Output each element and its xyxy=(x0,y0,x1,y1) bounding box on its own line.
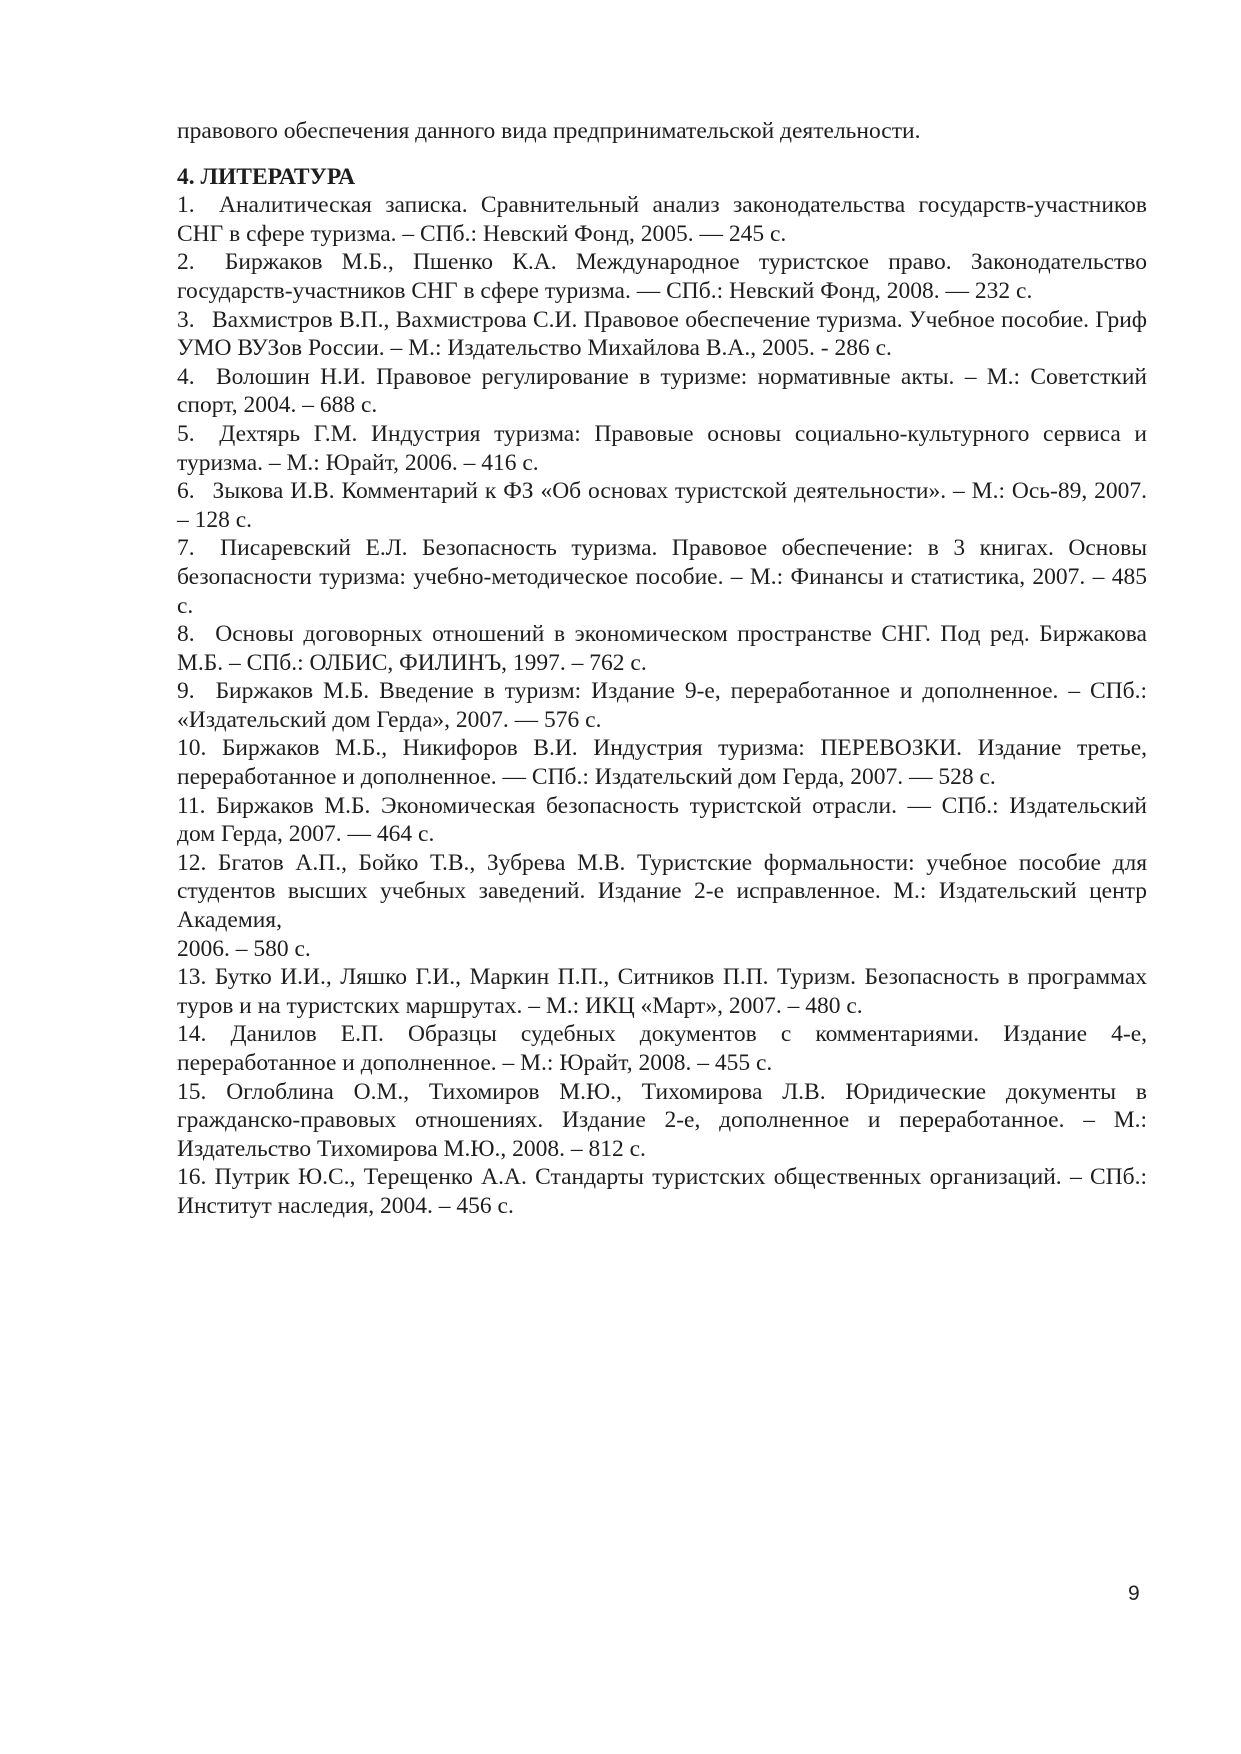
reference-text: Биржаков М.Б., Пшенко К.А. Международное туристское право. Законодательство государств-участников СНГ в сфере туризма. — СПб.: Невский Фонд, 2008. — 232 с. xyxy=(177,249,1147,304)
reference-number: 12. xyxy=(177,849,207,876)
reference-text: Зыкова И.В. Комментарий к ФЗ «Об основах туристской деятельности». – М.: Ось-89, 2007. – 128 с. xyxy=(177,478,1147,533)
reference-item xyxy=(177,420,1147,477)
reference-text: Вахмистров В.П., Вахмистрова С.И. Правовое обеспечение туризма. Учебное пособие. Гриф УМО ВУЗов России. – М.: Издательство Михайлова В.А., 2005. - 286 с. xyxy=(177,306,1148,362)
reference-number: 2. xyxy=(177,249,195,276)
reference-number: 7. xyxy=(177,535,195,562)
reference-item xyxy=(177,477,1147,534)
reference-number: 16. xyxy=(177,1164,207,1191)
reference-text: Оглоблина О.М., Тихомиров М.Ю., Тихомирова Л.В. Юридические документы в гражданско-правовых отношениях. Издание 2-е, дополненное и переработанное. – М.: Издательство Тихомирова М.Ю., 2008. – 812 с. xyxy=(177,1078,1148,1162)
reference-number: 5. xyxy=(177,420,195,447)
page-number: 9 xyxy=(1128,1582,1140,1605)
reference-number: 9. xyxy=(177,678,195,705)
reference-item xyxy=(177,620,1147,677)
reference-number: 4. xyxy=(177,363,195,390)
page-content xyxy=(177,117,1147,1221)
reference-text: Писаревский Е.Л. Безопасность туризма. Правовое обеспечение: в 3 книгах. Основы безопасности туризма: учебно-методическое пособие. – М.: Финансы и статистика, 2007. – 485 с. xyxy=(177,535,1148,619)
reference-text: Путрик Ю.С., Терещенко А.А. Стандарты туристских общественных организаций. – СПб.: Институт наследия, 2004. – 456 с. xyxy=(177,1164,1148,1219)
reference-item xyxy=(177,734,1147,791)
section-title: 4. ЛИТЕРАТУРА xyxy=(177,163,356,190)
reference-item xyxy=(177,1078,1147,1164)
reference-item xyxy=(177,792,1147,849)
reference-item xyxy=(177,191,1147,248)
reference-text: Биржаков М.Б. Введение в туризм: Издание 9-е, переработанное и дополненное. – СПб.: «Издательский дом Герда», 2007. — 576 с. xyxy=(177,678,1147,733)
reference-text: Аналитическая записка. Сравнительный анализ законодательства государств-участников СНГ в сфере туризма. – СПб.: Невский Фонд, 2005. — 245 с. xyxy=(177,192,1147,247)
reference-text: Бгатов А.П., Бойко Т.В., Зубрева М.В. Туристские формальности: учебное пособие для студентов высших учебных заведений. Издание 2-е исправленное. М.: Издательский центр Академия, xyxy=(177,849,1148,934)
reference-text: Данилов Е.П. Образцы судебных документов с комментариями. Издание 4-е, переработанное и дополненное. – М.: Юрайт, 2008. – 455 с. xyxy=(177,1021,1148,1076)
reference-number: 6. xyxy=(177,478,195,505)
reference-item xyxy=(177,363,1147,420)
reference-number: 14. xyxy=(177,1021,207,1048)
reference-item xyxy=(177,248,1147,305)
reference-text-continuation: 2006. – 580 с. xyxy=(177,935,311,962)
reference-number: 13. xyxy=(177,964,207,991)
reference-text: Дехтярь Г.М. Индустрия туризма: Правовые основы социально-культурного сервиса и туризма. – М.: Юрайт, 2006. – 416 с. xyxy=(177,420,1147,476)
reference-number: 11. xyxy=(177,792,206,819)
reference-item xyxy=(177,1163,1147,1220)
reference-list xyxy=(177,191,1147,1220)
reference-item xyxy=(177,677,1147,734)
reference-number: 8. xyxy=(177,621,195,648)
reference-item xyxy=(177,963,1147,1020)
reference-item xyxy=(177,306,1147,363)
reference-number: 15. xyxy=(177,1078,207,1105)
reference-text: Биржаков М.Б., Никифоров В.И. Индустрия туризма: ПЕРЕВОЗКИ. Издание третье, переработанное и дополненное. — СПб.: Издательский дом Герда, 2007. — 528 с. xyxy=(177,735,1147,791)
reference-text: Биржаков М.Б. Экономическая безопасность туристской отрасли. — СПб.: Издательский дом Герда, 2007. — 464 с. xyxy=(177,792,1147,848)
reference-text: Бутко И.И., Ляшко Г.И., Маркин П.П., Ситников П.П. Туризм. Безопасность в программах туров и на туристских маршрутах. – М.: ИКЦ «Март», 2007. – 480 с. xyxy=(177,964,1148,1019)
reference-item xyxy=(177,1020,1147,1077)
reference-text: Волошин Н.И. Правовое регулирование в туризме: нормативные акты. – М.: Советсткий спорт, 2004. – 688 с. xyxy=(177,363,1147,419)
reference-item xyxy=(177,534,1147,620)
reference-number: 3. xyxy=(177,306,195,333)
reference-item xyxy=(177,849,1147,963)
reference-number: 1. xyxy=(177,192,195,219)
intro-paragraph: правового обеспечения данного вида предпринимательской деятельности. xyxy=(177,118,921,144)
reference-text: Основы договорных отношений в экономическом пространстве СНГ. Под ред. Биржакова М.Б. – СПб.: ОЛБИС, ФИЛИНЪ, 1997. – 762 с. xyxy=(177,621,1147,676)
reference-number: 10. xyxy=(177,735,207,762)
